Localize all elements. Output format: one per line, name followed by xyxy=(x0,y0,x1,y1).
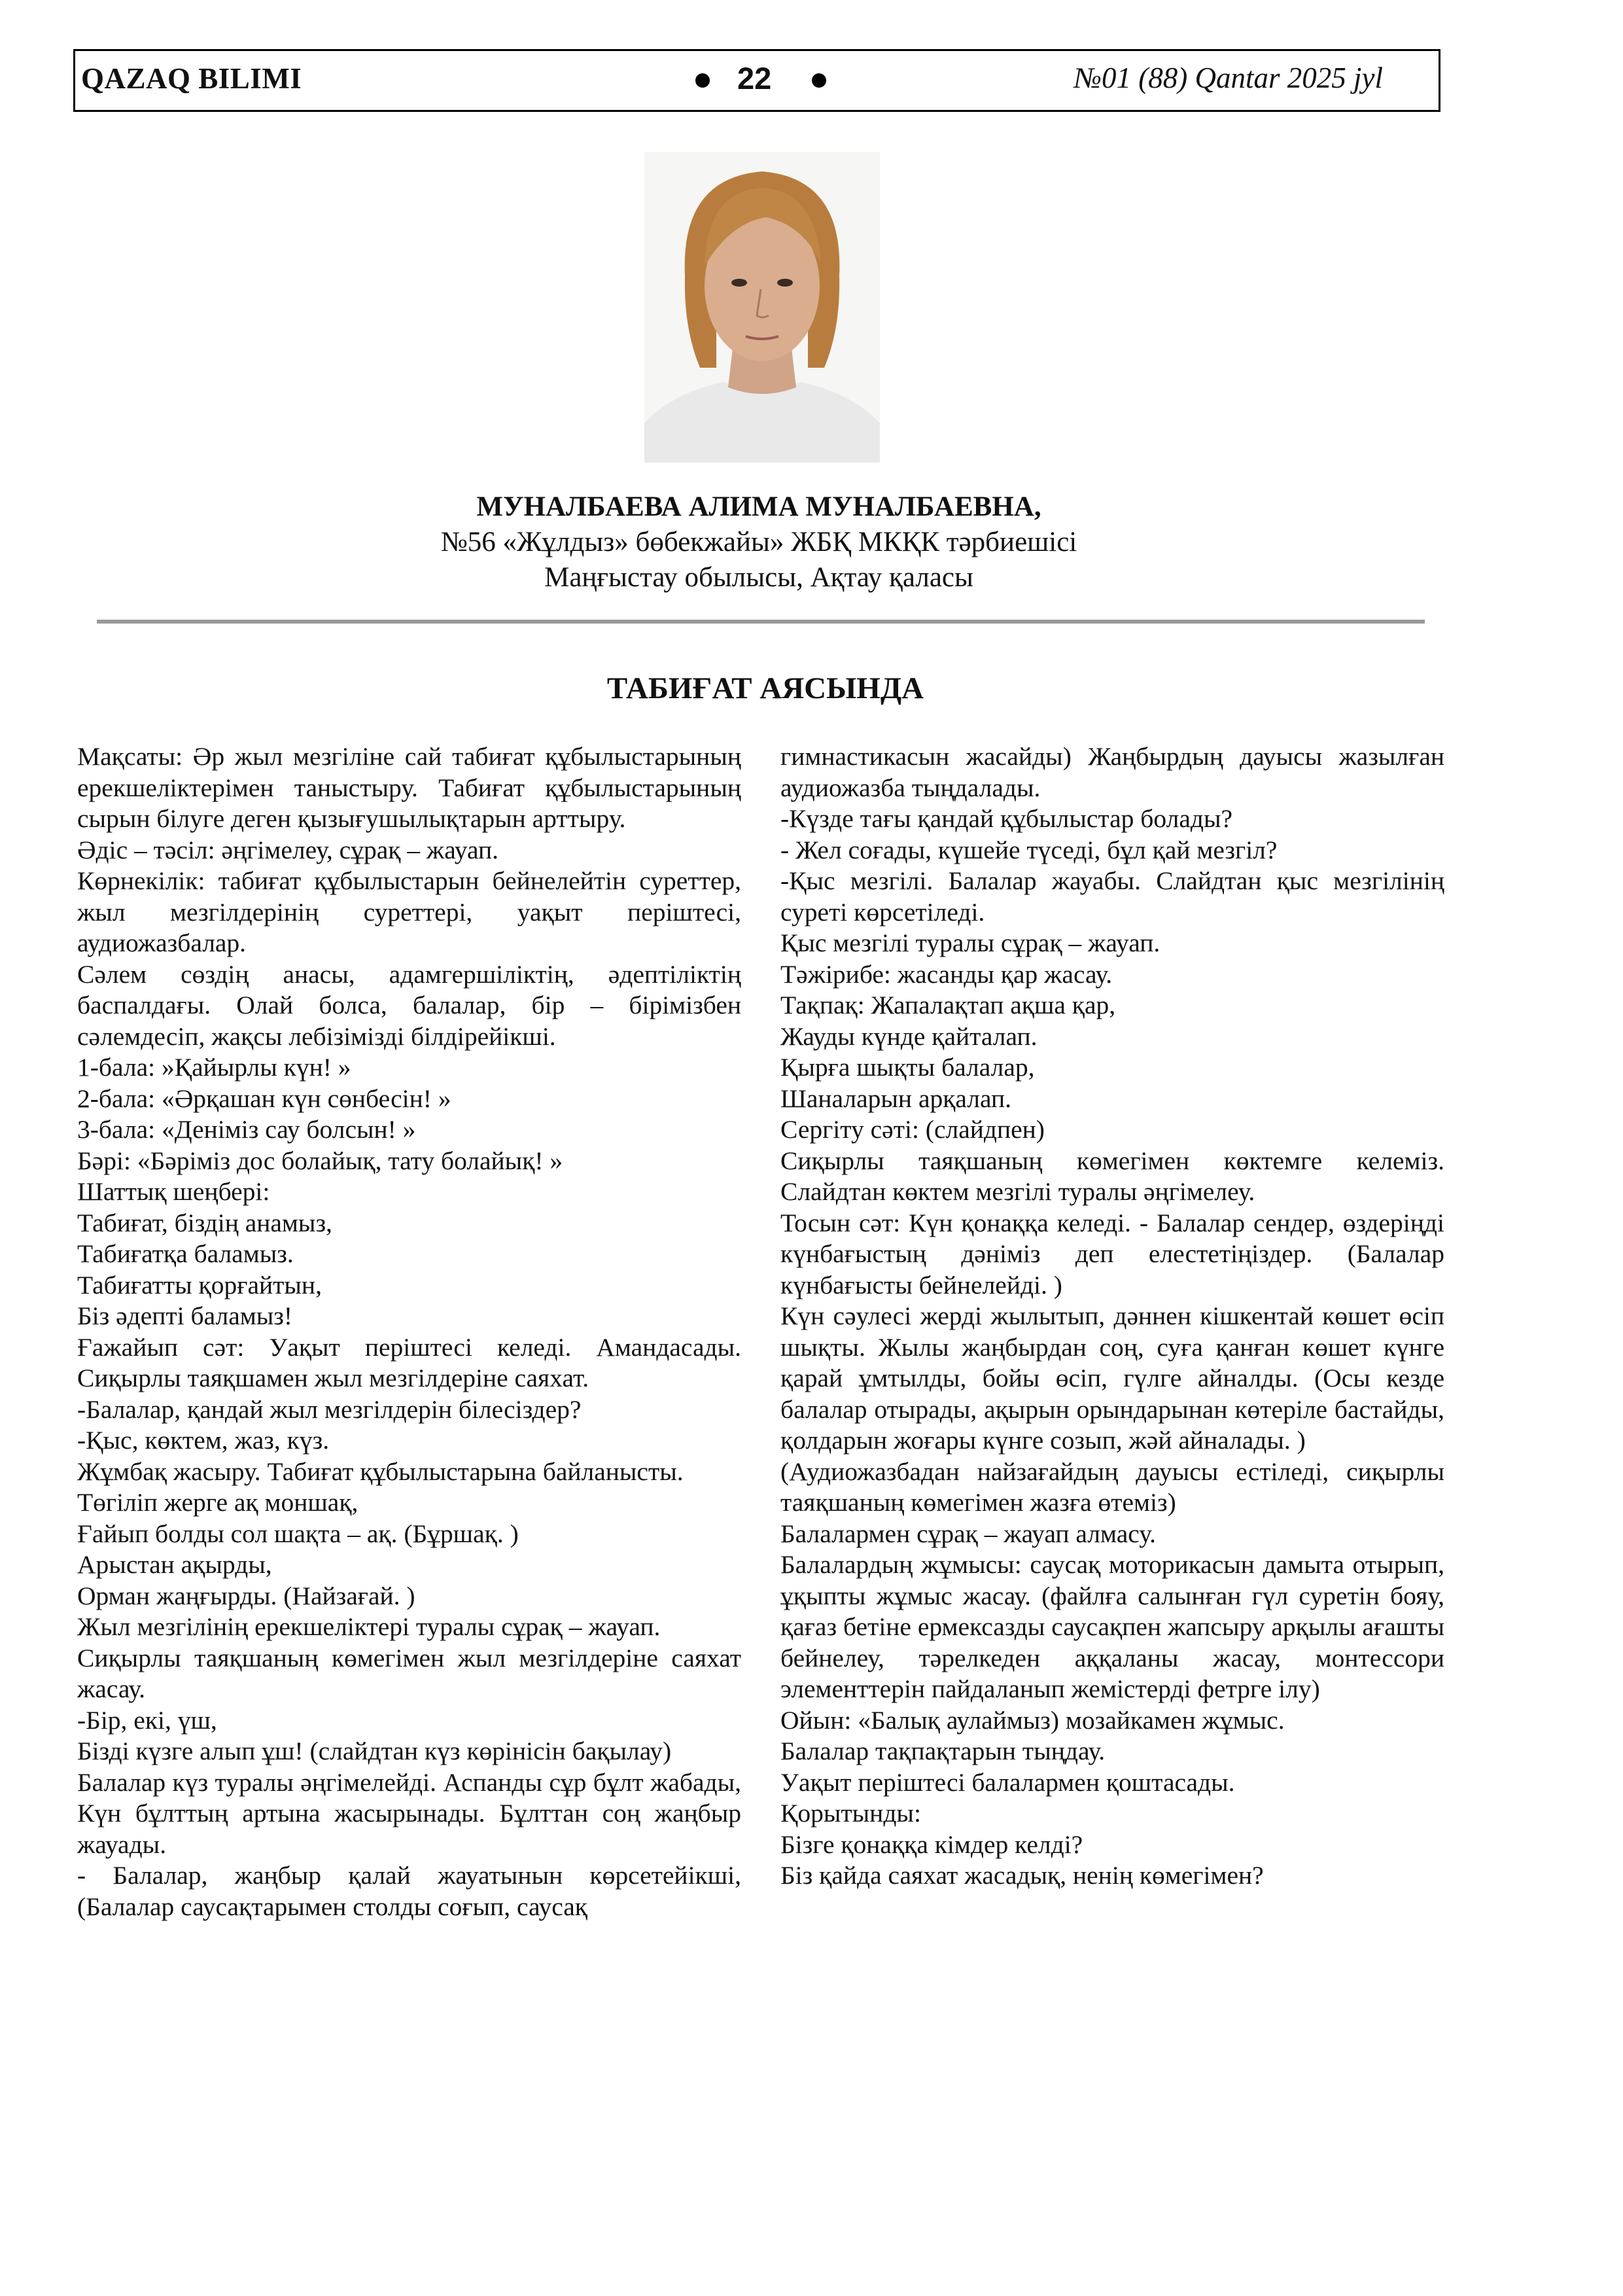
paragraph: Бізді күзге алып ұш! (слайдтан күз көрінісін бақылау) xyxy=(77,1737,672,1765)
paragraph: Көрнекілік: табиғат құбылыстарын бейнелейтін суреттер, жыл мезгілдерінің суреттері, уақыт періштесі, аудиожазбалар. xyxy=(77,866,741,957)
paragraph: -Қыс, көктем, жаз, күз. xyxy=(77,1426,330,1455)
paragraph: 1-бала: »Қайырлы күн! » xyxy=(77,1053,351,1082)
paragraph: Ғажайып сәт: Уақыт періштесі келеді. Амандасады. Сиқырлы таяқшамен жыл мезгілдеріне саяхат. xyxy=(77,1332,741,1392)
paragraph: -Бір, екі, үш, xyxy=(77,1705,217,1735)
paragraph: Ғайып болды сол шақта – ақ. (Бұршақ. ) xyxy=(77,1519,519,1548)
paragraph: Уақыт періштесі балалармен қоштасады. xyxy=(780,1767,1235,1797)
paragraph: Тақпақ: Жапалақтап ақша қар, xyxy=(780,991,1116,1019)
paragraph: Сиқырлы таяқшаның көмегімен көктемге келеміз. Слайдтан көктем мезгілі туралы әңгімелеу. xyxy=(780,1146,1444,1206)
paragraph: -Балалар, қандай жыл мезгілдерін білесіздер? xyxy=(77,1394,582,1424)
paragraph: -Қыс мезгілі. Балалар жауабы. Слайдтан қыс мезгілінің суреті көрсетіледі. xyxy=(780,866,1444,927)
page-header xyxy=(73,49,1440,112)
paragraph: Сергіту сәті: (слайдпен) xyxy=(780,1115,1045,1144)
paragraph: Орман жаңғырды. (Найзағай. ) xyxy=(77,1581,415,1610)
paragraph: Қыс мезгілі туралы сұрақ – жауап. xyxy=(780,928,1161,957)
paragraph: 2-бала: «Әрқашан күн сөнбесін! » xyxy=(77,1084,451,1113)
paragraph: Тосын сәт: Күн қонаққа келеді. - Балалар сендер, өздеріңді күнбағыстың дәніміз деп елестетіңіздер. (Балалар күнбағысты бейнелейді. ) xyxy=(780,1208,1444,1299)
section-divider xyxy=(97,620,1425,624)
paragraph: Біз әдепті баламыз! xyxy=(77,1301,293,1330)
paragraph: Балалармен сұрақ – жауап алмасу. xyxy=(780,1519,1156,1548)
paragraph: Шаналарын арқалап. xyxy=(780,1084,1012,1113)
paragraph: Жұмбақ жасыру. Табиғат құбылыстарына байланысты. xyxy=(77,1457,684,1486)
paragraph: Төгіліп жерге ақ моншақ, xyxy=(77,1488,358,1517)
author-location: Маңғыстау обылысы, Ақтау қаласы xyxy=(544,562,973,593)
paragraph: Әдіс – тәсіл: әңгімелеу, сұрақ – жауап. xyxy=(77,835,498,864)
page-number: 22 xyxy=(737,61,772,96)
paragraph: 3-бала: «Деніміз сау болсын! » xyxy=(77,1115,416,1144)
author-block xyxy=(307,489,1210,595)
bullet-dot-right xyxy=(812,73,826,88)
paragraph: Балалардың жұмысы: саусақ моторикасын дамыта отырып, ұқыпты жұмыс жасау. (файлға салынған гүл суретін бояу, қағаз бетіне ермексазды саусақпен жапсыру арқылы ағашты бейнелеу, тәрелкеден аққаланы жасау, монтессори элементтерін пайдаланып жемістерді фетрге ілу) xyxy=(780,1550,1444,1703)
right-column xyxy=(780,741,1444,1892)
paragraph: Ойын: «Балық аулаймыз) мозайкамен жұмыс. xyxy=(780,1705,1285,1735)
left-column xyxy=(77,741,741,1922)
author-position: №56 «Жұлдыз» бөбекжайы» ЖБҚ МКҚК тәрбиешісі xyxy=(440,527,1077,557)
paragraph: (Аудиожазбадан найзағайдың дауысы естіледі, сиқырлы таяқшаның көмегімен жазға өтеміз) xyxy=(780,1457,1444,1517)
paragraph: Балалар күз туралы әңгімелейді. Аспанды сұр бұлт жабады, Күн бұлттың артына жасырынады. Бұлттан соң жаңбыр жауады. xyxy=(77,1767,741,1859)
paragraph: Табиғатқа баламыз. xyxy=(77,1239,294,1268)
paragraph: Бізге қонаққа кімдер келді? xyxy=(780,1829,1083,1859)
paragraph: Мақсаты: Әр жыл мезгіліне сай табиғат құбылыстарының ерекшеліктерімен таныстыру. Табиғат құбылыстарының сырын білуге деген қызығушылықтарын арттыру. xyxy=(77,742,741,833)
paragraph: Жауды күнде қайталап. xyxy=(780,1021,1038,1051)
paragraph: - Балалар, жаңбыр қалай жауатынын көрсетейікші, (Балалар саусақтарымен столды соғып, саусақ xyxy=(77,1861,741,1921)
journal-name: QAZAQ BILIMI xyxy=(81,62,302,95)
paragraph: Жыл мезгілінің ерекшеліктері туралы сұрақ – жауап. xyxy=(77,1612,661,1641)
paragraph: гимнастикасын жасайды) Жаңбырдың дауысы жазылған аудиожазба тыңдалады. xyxy=(780,742,1444,802)
paragraph: Шаттық шеңбері: xyxy=(77,1177,270,1206)
paragraph: Күн сәулесі жерді жылытып, дәннен кішкентай көшет өсіп шықты. Жылы жаңбырдан соң, суға қанған көшет күнге қарай ұмтылды, бойы өсіп, гүлге айналды. (Осы кезде балалар отырады, ақырын орындарынан көтеріле бастайды, қолдарын жоғары күнге созып, жәй айналады. ) xyxy=(780,1301,1444,1455)
paragraph: Табиғат, біздің анамыз, xyxy=(77,1208,332,1237)
paragraph: Табиғатты қорғайтын, xyxy=(77,1270,322,1299)
paragraph: Сиқырлы таяқшаның көмегімен жыл мезгілдеріне саяхат жасау. xyxy=(77,1643,741,1703)
issue-info: №01 (88) Qantar 2025 jyl xyxy=(1073,62,1383,94)
paragraph: Балалар тақпақтарын тыңдау. xyxy=(780,1737,1106,1765)
paragraph: Арыстан ақырды, xyxy=(77,1550,272,1579)
paragraph: Қорытынды: xyxy=(780,1799,921,1828)
paragraph: Бәрі: «Бәріміз дос болайық, тату болайық! » xyxy=(77,1146,563,1175)
paragraph: Қырға шықты балалар, xyxy=(780,1053,1035,1082)
paragraph: Біз қайда саяхат жасадық, ненің көмегімен? xyxy=(780,1861,1264,1890)
paragraph: Сәлем сөздің анасы, адамгершіліктің, әдептіліктің баспалдағы. Олай болса, балалар, бір – бірімізбен сәлемдесіп, жақсы лебізімізді білдірейікші. xyxy=(77,959,741,1051)
article-title: ТАБИҒАТ АЯСЫНДА xyxy=(606,671,924,705)
author-photo xyxy=(644,152,880,463)
paragraph: -Күзде тағы қандай құбылыстар болады? xyxy=(780,804,1233,833)
author-name: МУНАЛБАЕВА АЛИМА МУНАЛБАЕВНА, xyxy=(476,491,1041,522)
paragraph: - Жел соғады, күшейе түседі, бұл қай мезгіл? xyxy=(780,835,1278,864)
bullet-dot-left xyxy=(695,73,710,88)
paragraph: Тәжірибе: жасанды қар жасау. xyxy=(780,959,1113,989)
